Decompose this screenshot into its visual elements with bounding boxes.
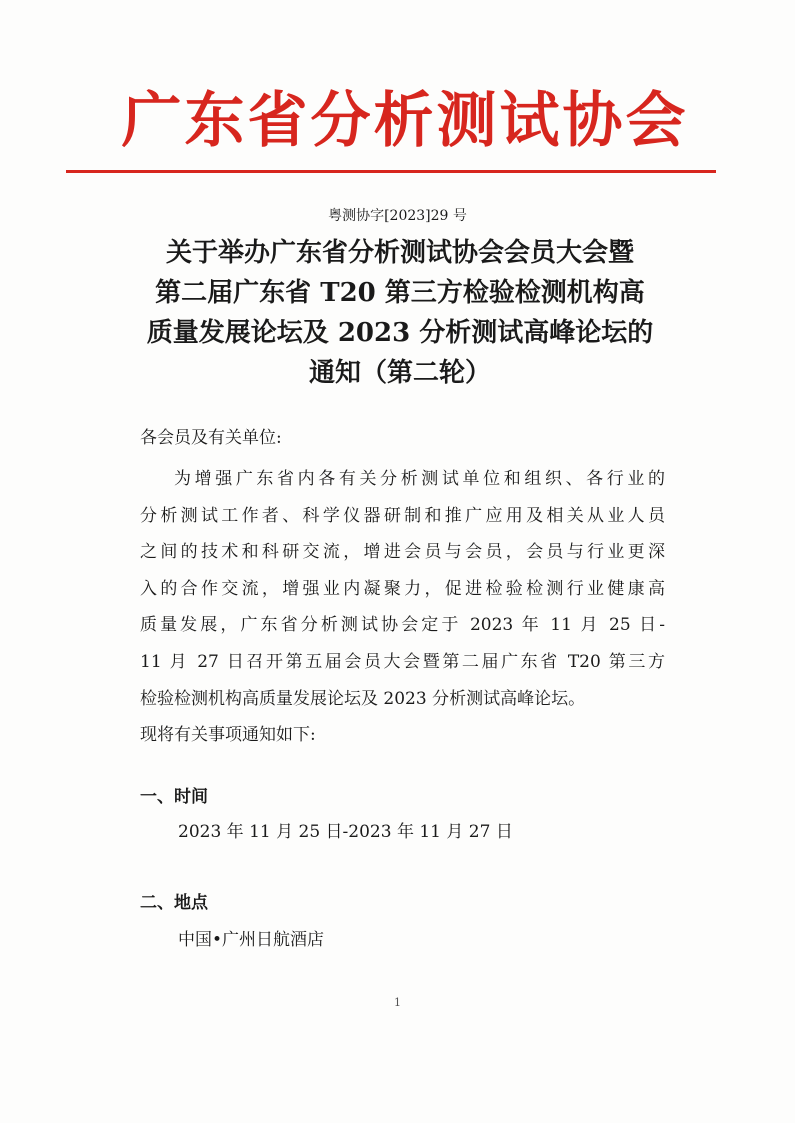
title-line: 第二届广东省 T20 第三方检验检测机构高 <box>155 278 645 308</box>
body-line: 质量发展，广东省分析测试协会定于 2023 年 11 月 25 日- <box>140 615 665 636</box>
section-content-time: 2023 年 11 月 25 日-2023 年 11 月 27 日 <box>178 822 513 842</box>
title-line: 质量发展论坛及 2023 分析测试高峰论坛的 <box>146 318 654 348</box>
body-line: 分析测试工作者、科学仪器研制和推广应用及相关从业人员 <box>140 505 665 526</box>
document-number: 粤测协字[2023]29 号 <box>328 208 467 224</box>
section-heading-location: 二、地点 <box>140 893 208 913</box>
body-line: 11 月 27 日召开第五届会员大会暨第二届广东省 T20 第三方 <box>140 651 665 672</box>
section-content-location: 中国•广州日航酒店 <box>178 930 325 950</box>
body-line: 现将有关事项通知如下: <box>140 725 316 746</box>
document-title <box>120 233 680 393</box>
body-paragraph <box>140 461 665 754</box>
body-line: 入的合作交流，增强业内凝聚力，促进检验检测行业健康高 <box>140 578 665 599</box>
page-number: 1 <box>394 996 401 1009</box>
masthead-red-rule <box>66 170 716 173</box>
title-line: 关于举办广东省分析测试协会会员大会暨 <box>165 238 634 268</box>
body-line: 为增强广东省内各有关分析测试单位和组织、各行业的 <box>174 469 665 489</box>
body-line: 之间的技术和科研交流，增进会员与会员，会员与行业更深 <box>140 542 665 563</box>
salutation: 各会员及有关单位: <box>140 428 282 448</box>
title-line: 通知（第二轮） <box>308 358 491 388</box>
body-line: 检验检测机构高质量发展论坛及 2023 分析测试高峰论坛。 <box>140 688 586 709</box>
organization-masthead: 广东省分析测试协会 <box>121 86 689 156</box>
section-heading-time: 一、时间 <box>140 787 208 807</box>
